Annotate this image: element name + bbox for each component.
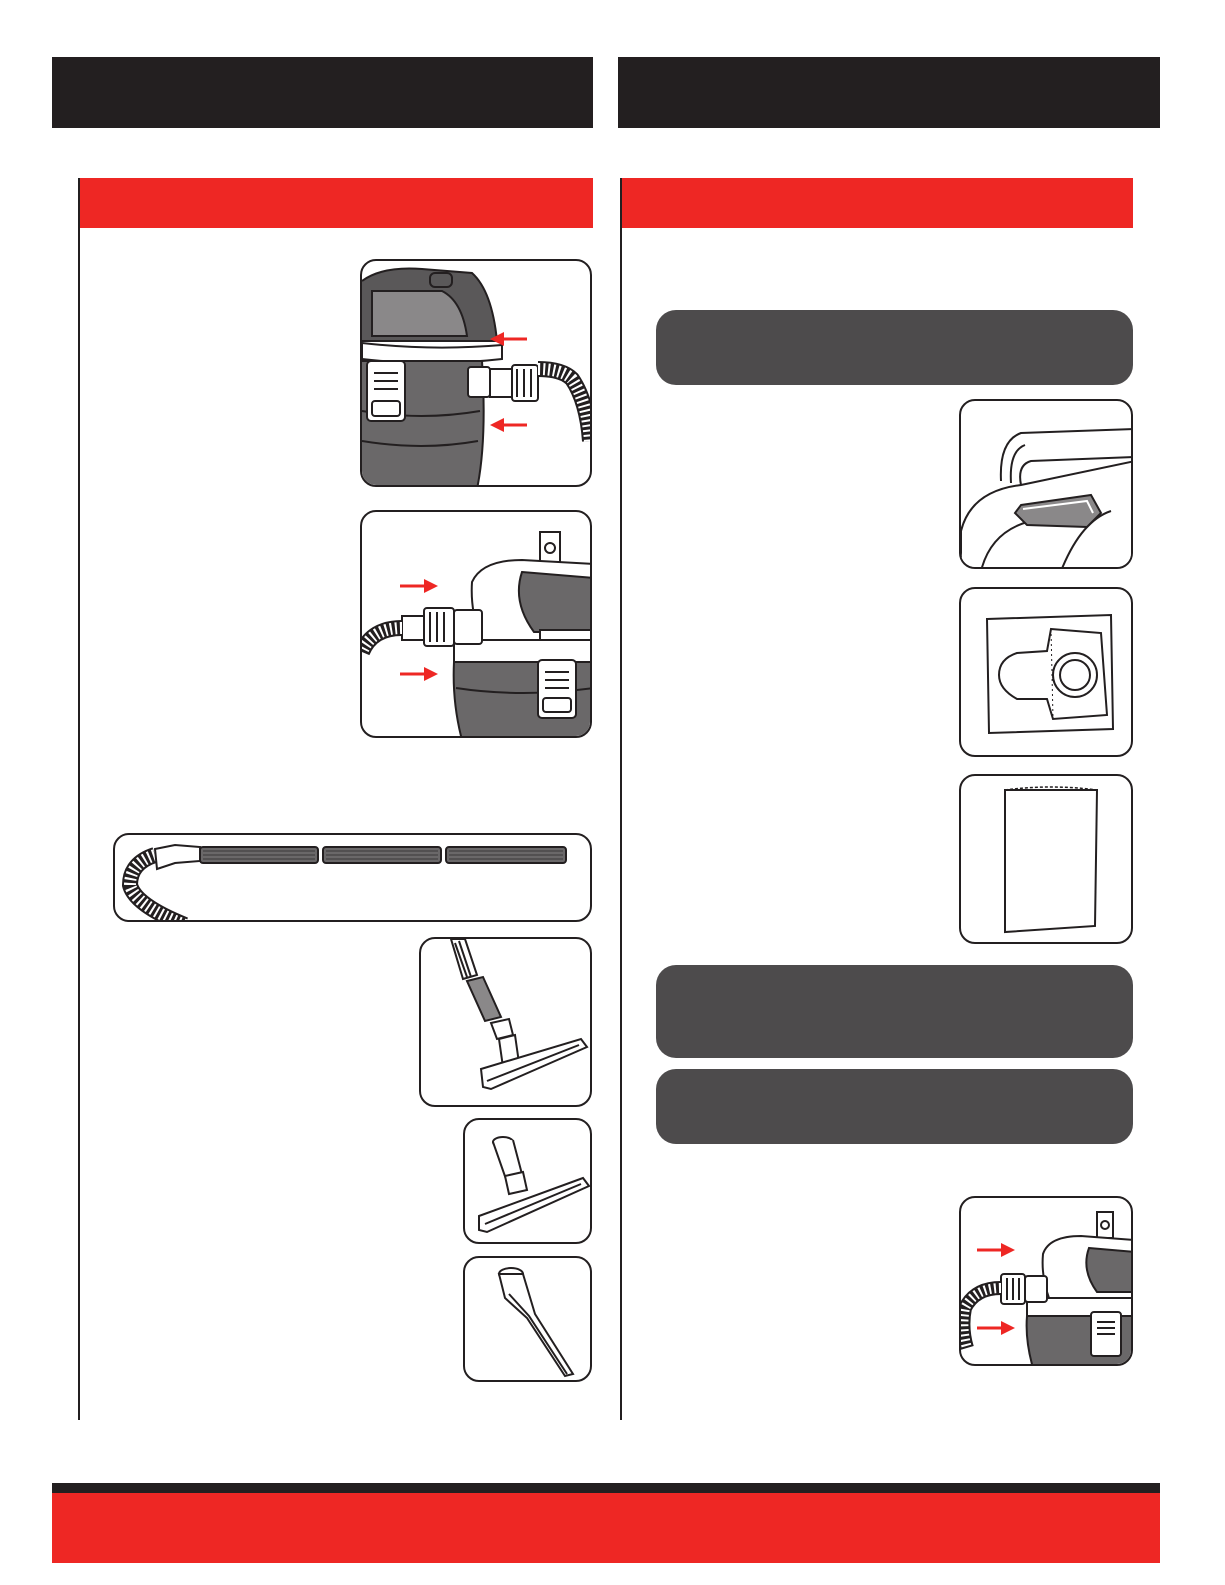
illustration-vacuum-blower — [959, 1196, 1133, 1366]
illustration-cloth-filter — [959, 774, 1133, 944]
illustration-hose-wands — [113, 833, 592, 922]
column-rule-right — [620, 178, 622, 1420]
footer-bar — [52, 1493, 1160, 1563]
illustration-wand-floor-nozzle — [419, 937, 592, 1107]
note-box-2 — [656, 965, 1133, 1058]
note-box-3 — [656, 1069, 1133, 1144]
hose-wands-icon — [115, 835, 592, 922]
filter-bag-icon — [961, 589, 1133, 757]
header-bar-left — [52, 57, 593, 128]
cloth-filter-icon — [961, 776, 1133, 944]
column-rule-left — [78, 178, 80, 1420]
section-header-right — [622, 178, 1133, 228]
vacuum-blower-icon — [961, 1198, 1133, 1366]
illustration-crevice-tool — [463, 1256, 592, 1382]
illustration-floor-nozzle — [463, 1118, 592, 1244]
header-bar-right — [618, 57, 1160, 128]
footer-bar-top — [52, 1483, 1160, 1493]
vacuum-hose-side-icon — [362, 512, 592, 738]
lid-latch-icon — [961, 401, 1133, 569]
wand-floor-nozzle-icon — [421, 939, 592, 1107]
vacuum-hose-front-icon — [362, 261, 592, 487]
illustration-lid-latch — [959, 399, 1133, 569]
illustration-vacuum-hose-front — [360, 259, 592, 487]
crevice-tool-icon — [465, 1258, 592, 1382]
section-header-left — [80, 178, 593, 228]
illustration-filter-bag — [959, 587, 1133, 757]
illustration-vacuum-hose-side — [360, 510, 592, 738]
floor-nozzle-icon — [465, 1120, 592, 1244]
note-box-1 — [656, 310, 1133, 385]
